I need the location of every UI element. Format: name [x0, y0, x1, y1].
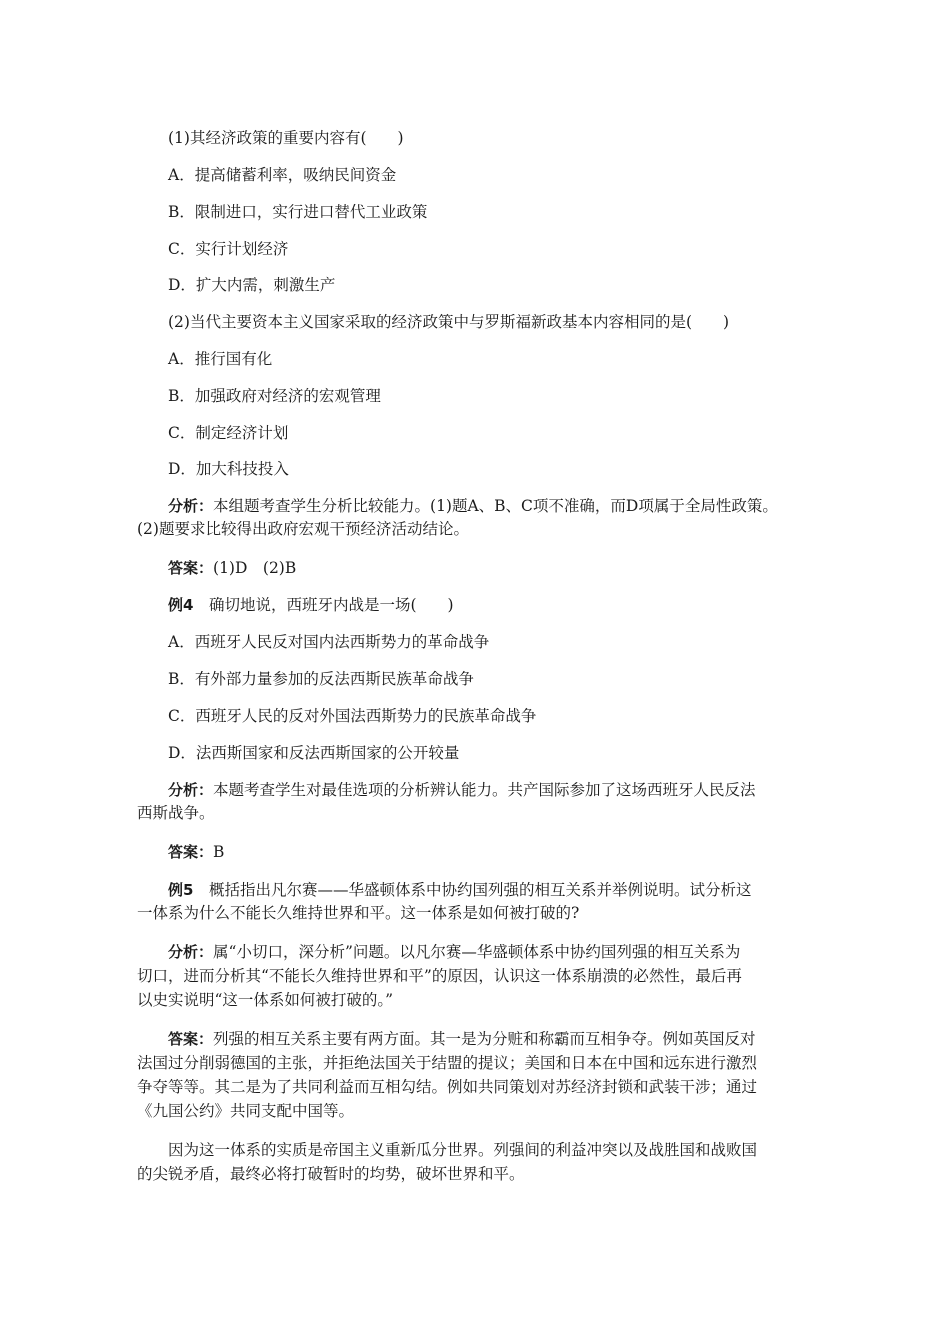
ex4-label: 例4	[168, 596, 194, 614]
q1-option-d: D．扩大内需，刺激生产	[168, 276, 336, 294]
ex5-question-text1: 概括指出凡尔赛——华盛顿体系中协约国列强的相互关系并举例说明。试分析这	[193, 881, 752, 899]
q2-option-a: A．推行国有化	[168, 350, 273, 368]
ex4-analysis-text1: 本题考查学生对最佳选项的分析辨认能力。共产国际参加了这场西班牙人民反法	[213, 781, 756, 799]
q1-option-a: A．提高储蓄利率，吸纳民间资金	[168, 166, 397, 184]
analysis3-text1: 本组题考查学生分析比较能力。(1)题A、B、C项不准确，而D项属于全局性政策。	[213, 497, 778, 515]
ex5-answer-text1: 列强的相互关系主要有两方面。其一是为分赃和称霸而互相争夺。例如英国反对	[213, 1030, 756, 1048]
q2-stem: (2)当代主要资本主义国家采取的经济政策中与罗斯福新政基本内容相同的是( )	[168, 313, 730, 331]
analysis3-label: 分析：	[168, 497, 214, 515]
q2-option-b: B．加强政府对经济的宏观管理	[168, 387, 381, 405]
answer3	[168, 557, 296, 579]
ex4-question	[168, 594, 454, 616]
ex5-paragraph-line1: 因为这一体系的实质是帝国主义重新瓜分世界。列强间的利益冲突以及战胜国和战败国	[168, 1141, 758, 1159]
ex5-analysis-label: 分析：	[168, 943, 214, 961]
answer3-label: 答案：	[168, 559, 214, 577]
ex5-paragraph-line2: 的尖锐矛盾，最终必将打破暂时的均势，破坏世界和平。	[137, 1165, 525, 1183]
ex5-answer-line3: 争夺等等。其二是为了共同利益而互相勾结。例如共同策划对苏经济封锁和武装干涉；通过	[137, 1078, 758, 1096]
ex5-analysis-line1	[168, 941, 740, 963]
ex4-option-b: B．有外部力量参加的反法西斯民族革命战争	[168, 670, 474, 688]
q2-option-d: D．加大科技投入	[168, 460, 289, 478]
ex5-question-line2: 一体系为什么不能长久维持世界和平。这一体系是如何被打破的?	[137, 904, 580, 922]
ex5-answer-line4: 《九国公约》共同支配中国等。	[137, 1102, 355, 1120]
ex4-analysis-line1	[168, 779, 756, 801]
q1-option-c: C．实行计划经济	[168, 240, 289, 258]
ex5-label: 例5	[168, 881, 194, 899]
ex5-analysis-line3: 以史实说明“这一体系如何被打破的。”	[137, 991, 394, 1009]
ex5-answer-label: 答案：	[168, 1030, 214, 1048]
ex4-analysis-label: 分析：	[168, 781, 214, 799]
ex4-answer-text: B	[213, 843, 225, 861]
ex4-option-a: A．西班牙人民反对国内法西斯势力的革命战争	[168, 633, 490, 651]
analysis3-line2: (2)题要求比较得出政府宏观干预经济活动结论。	[137, 520, 469, 538]
ex5-answer-line1	[168, 1028, 756, 1050]
ex5-analysis-line2: 切口，进而分析其“不能长久维持世界和平”的原因，认识这一体系崩溃的必然性，最后再	[137, 967, 742, 985]
ex4-answer	[168, 841, 224, 863]
q2-option-c: C．制定经济计划	[168, 424, 289, 442]
ex4-analysis-line2: 西斯战争。	[137, 804, 215, 822]
ex4-question-text: 确切地说，西班牙内战是一场( )	[193, 596, 454, 614]
ex4-option-c: C．西班牙人民的反对外国法西斯势力的民族革命战争	[168, 707, 537, 725]
ex4-answer-label: 答案：	[168, 843, 214, 861]
ex4-option-d: D．法西斯国家和反法西斯国家的公开较量	[168, 744, 460, 762]
answer3-text: (1)D (2)B	[213, 559, 297, 577]
ex5-analysis-text1: 属“小切口，深分析”问题。以凡尔赛—华盛顿体系中协约国列强的相互关系为	[213, 943, 741, 961]
q1-stem: (1)其经济政策的重要内容有( )	[168, 129, 404, 147]
q1-option-b: B．限制进口，实行进口替代工业政策	[168, 203, 428, 221]
ex5-answer-line2: 法国过分削弱德国的主张，并拒绝法国关于结盟的提议；美国和日本在中国和远东进行激烈	[137, 1054, 758, 1072]
ex5-question-line1	[168, 879, 751, 901]
analysis3-line1	[168, 495, 778, 517]
